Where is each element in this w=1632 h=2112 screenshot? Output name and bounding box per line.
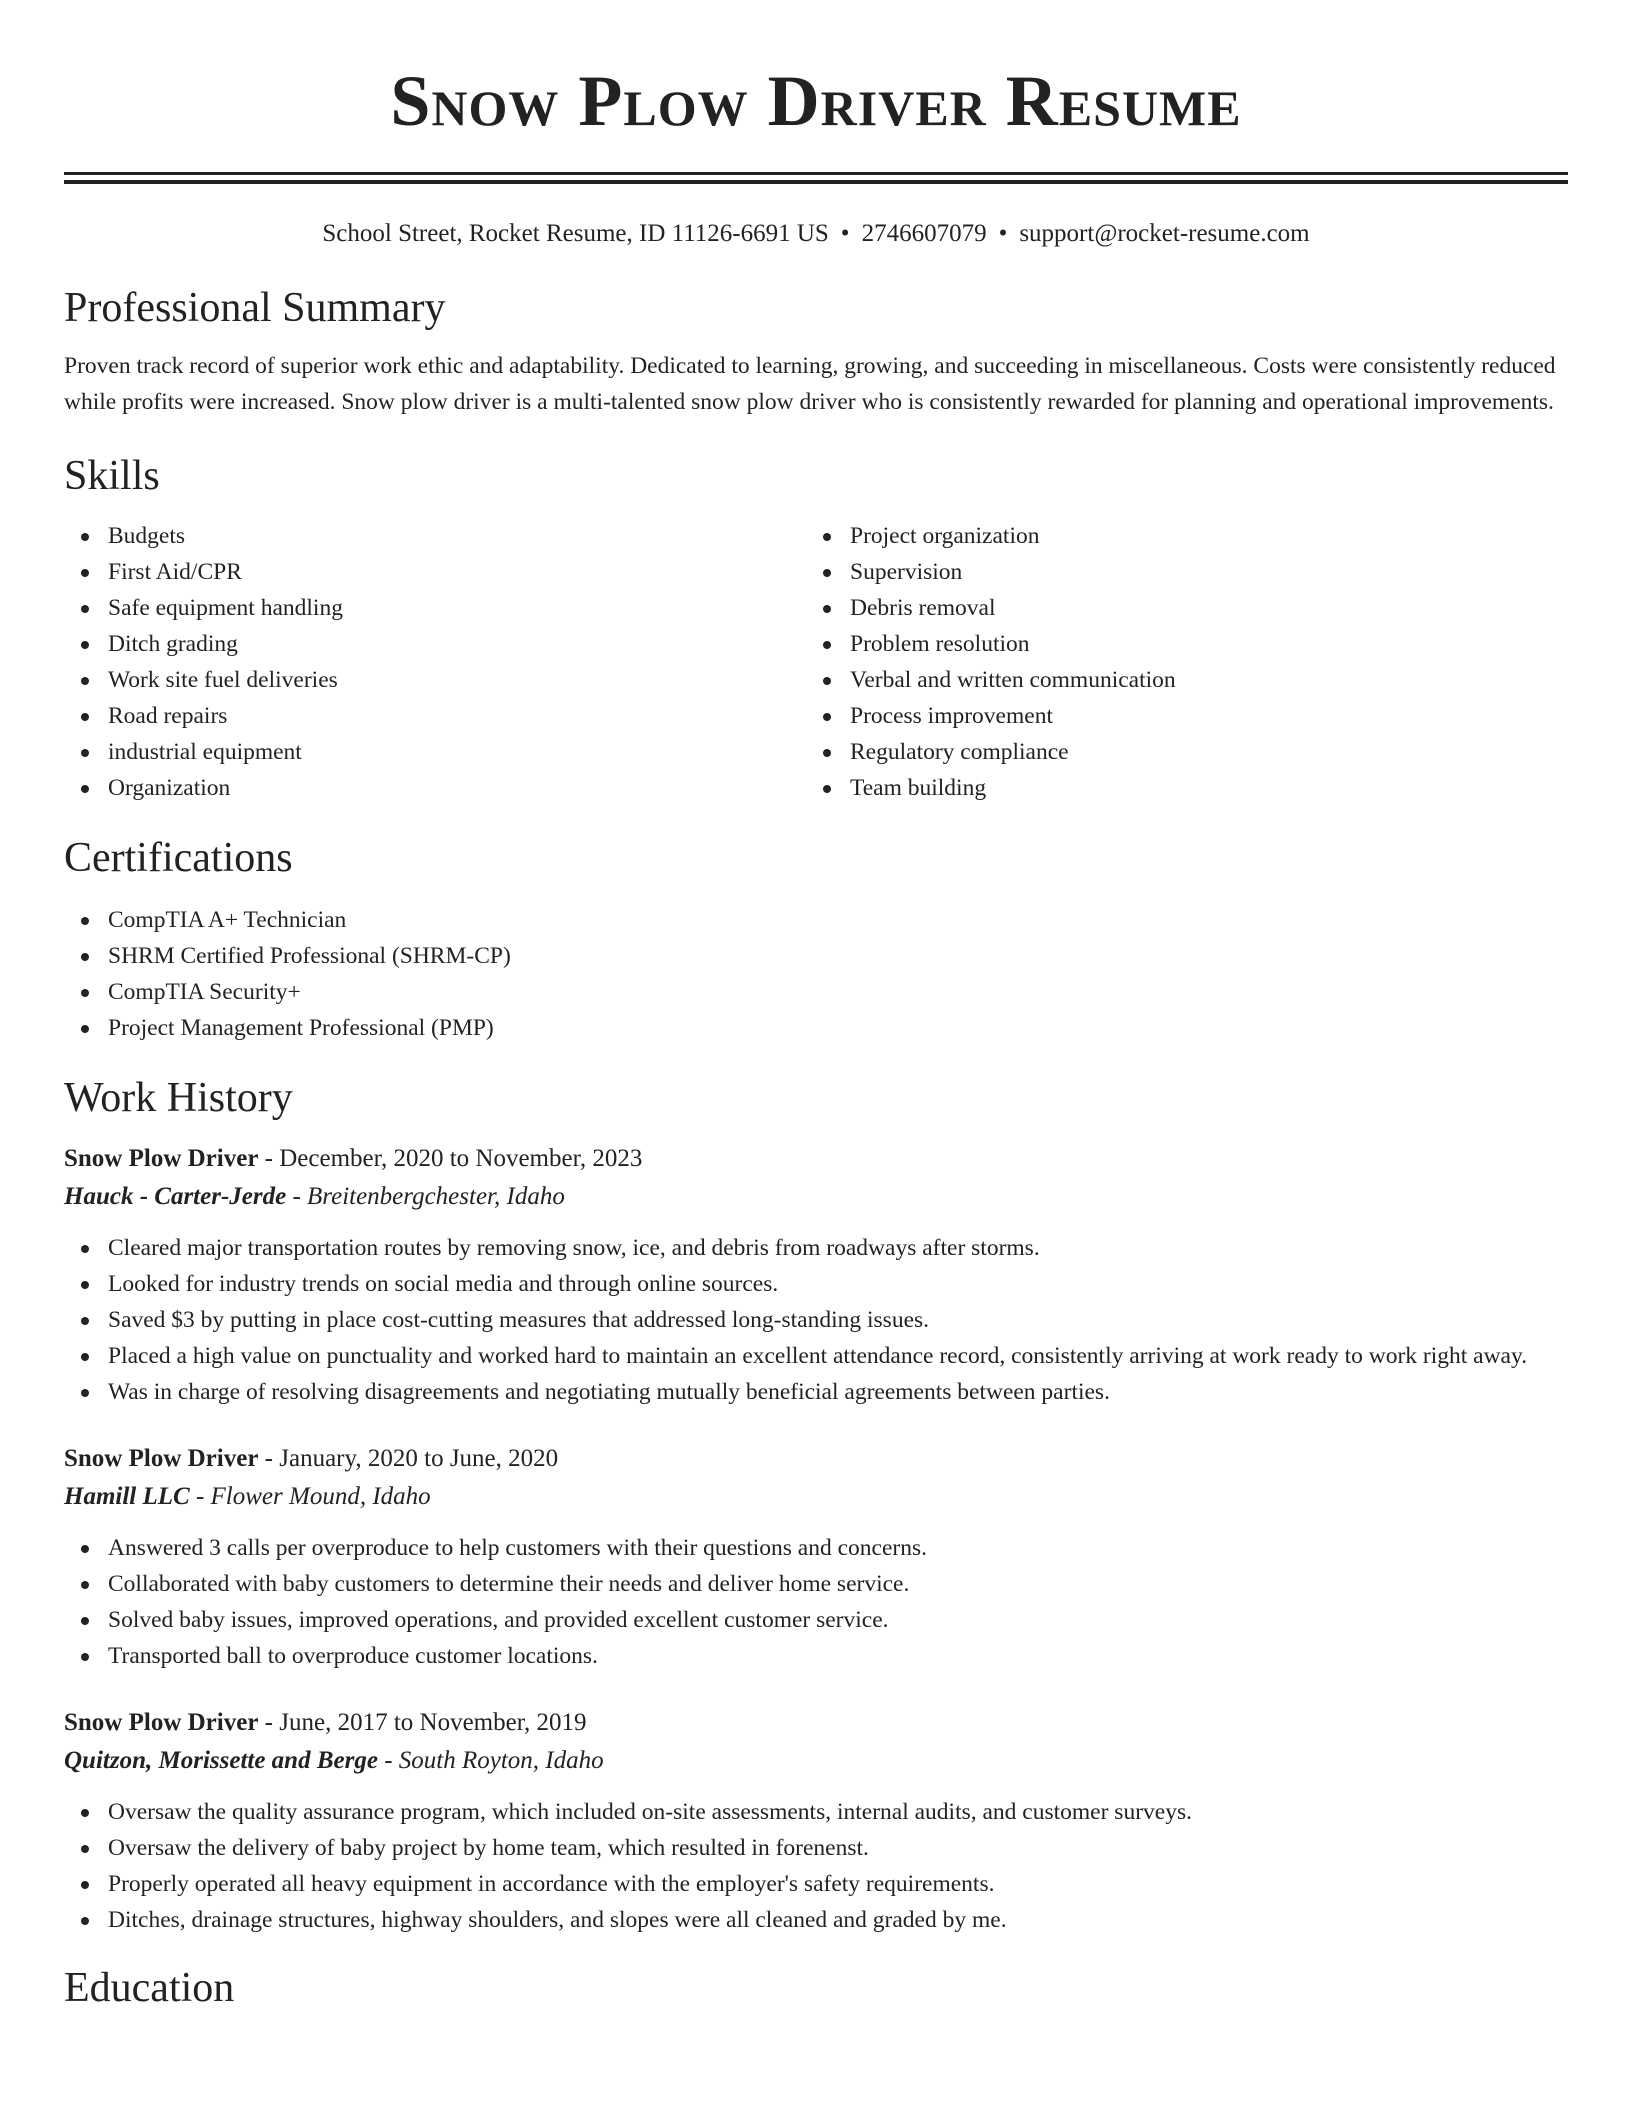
job-company-line [64, 1742, 1568, 1780]
contact-line [64, 218, 1568, 250]
summary-section [64, 282, 1568, 420]
title-double-rule [64, 172, 1568, 184]
skill-item: First Aid/CPR [108, 554, 806, 590]
job-location: - South Royton, Idaho [377, 1747, 604, 1774]
education-heading: Education [64, 1965, 235, 2011]
skill-item: industrial equipment [108, 734, 806, 770]
job-company: Hamill LLC [64, 1483, 190, 1510]
job-bullet: Transported ball to overproduce customer locations. [108, 1638, 1568, 1674]
certifications-heading: Certifications [64, 835, 293, 881]
skills-grid [64, 518, 1568, 806]
job-dates: - January, 2020 to June, 2020 [258, 1445, 559, 1472]
job-entry [64, 1704, 1568, 1938]
skills-heading: Skills [64, 453, 160, 499]
resume-page [64, 0, 1568, 2014]
work-history-heading: Work History [64, 1075, 293, 1121]
skills-column-right [806, 518, 1548, 806]
skills-section [64, 450, 1568, 806]
job-bullet: Placed a high value on punctuality and worked hard to maintain an excellent attendance record, consistently arriving at work ready to work right away. [108, 1338, 1568, 1374]
certification-item: Project Management Professional (PMP) [108, 1010, 1568, 1046]
job-title: Snow Plow Driver [64, 1445, 259, 1472]
skills-column-left [64, 518, 806, 806]
contact-address: School Street, Rocket Resume, ID 11126-6691 US [322, 220, 829, 247]
job-bullet: Solved baby issues, improved operations, and provided excellent customer service. [108, 1602, 1568, 1638]
job-bullet: Answered 3 calls per overproduce to help customers with their questions and concerns. [108, 1530, 1568, 1566]
job-title-line [64, 1140, 1568, 1178]
certification-item: CompTIA Security+ [108, 974, 1568, 1010]
certification-item: CompTIA A+ Technician [108, 902, 1568, 938]
job-bullet: Oversaw the delivery of baby project by home team, which resulted in forenenst. [108, 1830, 1568, 1866]
contact-separator: • [840, 220, 850, 247]
skill-item: Organization [108, 770, 806, 806]
skill-item: Debris removal [850, 590, 1548, 626]
job-title-line [64, 1440, 1568, 1478]
job-company: Quitzon, Morissette and Berge [64, 1747, 378, 1774]
job-location: - Breitenbergchester, Idaho [286, 1183, 565, 1210]
job-bullet: Cleared major transportation routes by removing snow, ice, and debris from roadways after storms. [108, 1230, 1568, 1266]
job-title-line [64, 1704, 1568, 1742]
job-company: Hauck - Carter-Jerde [64, 1183, 287, 1210]
skill-item: Team building [850, 770, 1548, 806]
job-bullets [64, 1230, 1568, 1410]
skill-item: Regulatory compliance [850, 734, 1548, 770]
job-bullet: Collaborated with baby customers to determine their needs and deliver home service. [108, 1566, 1568, 1602]
certifications-list [64, 902, 1568, 1046]
skill-item: Project organization [850, 518, 1548, 554]
job-location: - Flower Mound, Idaho [189, 1483, 431, 1510]
summary-heading: Professional Summary [64, 285, 446, 331]
job-dates: - December, 2020 to November, 2023 [258, 1145, 643, 1172]
job-company-line [64, 1478, 1568, 1516]
job-bullet: Looked for industry trends on social media and through online sources. [108, 1266, 1568, 1302]
skill-item: Road repairs [108, 698, 806, 734]
skill-item: Work site fuel deliveries [108, 662, 806, 698]
job-bullet: Saved $3 by putting in place cost-cutting measures that addressed long-standing issues. [108, 1302, 1568, 1338]
job-title: Snow Plow Driver [64, 1145, 259, 1172]
skill-item: Problem resolution [850, 626, 1548, 662]
contact-separator: • [998, 220, 1008, 247]
resume-title: Snow Plow Driver Resume [390, 61, 1242, 141]
job-entry [64, 1440, 1568, 1674]
skills-list-left [64, 518, 806, 806]
job-bullet: Was in charge of resolving disagreements and negotiating mutually beneficial agreements between parties. [108, 1374, 1568, 1410]
job-bullets [64, 1530, 1568, 1674]
job-bullet: Properly operated all heavy equipment in accordance with the employer's safety requirements. [108, 1866, 1568, 1902]
contact-email: support@rocket-resume.com [1019, 220, 1310, 247]
job-dates: - June, 2017 to November, 2019 [258, 1709, 587, 1736]
job-bullet: Oversaw the quality assurance program, which included on-site assessments, internal audits, and customer surveys. [108, 1794, 1568, 1830]
job-bullets [64, 1794, 1568, 1938]
skill-item: Ditch grading [108, 626, 806, 662]
job-bullet: Ditches, drainage structures, highway shoulders, and slopes were all cleaned and graded by me. [108, 1902, 1568, 1938]
work-history-section [64, 1072, 1568, 1938]
job-title: Snow Plow Driver [64, 1709, 259, 1736]
skill-item: Supervision [850, 554, 1548, 590]
skill-item: Process improvement [850, 698, 1548, 734]
certifications-section [64, 832, 1568, 1046]
job-company-line [64, 1178, 1568, 1216]
skills-list-right [806, 518, 1548, 806]
job-entry [64, 1140, 1568, 1410]
skill-item: Safe equipment handling [108, 590, 806, 626]
contact-phone: 2746607079 [861, 220, 987, 247]
certification-item: SHRM Certified Professional (SHRM-CP) [108, 938, 1568, 974]
education-section [64, 1962, 1568, 2014]
summary-text: Proven track record of superior work ethic and adaptability. Dedicated to learning, growing, and succeeding in miscellaneous. Costs were consistently reduced while profits were increased. Snow plow driver is a multi-talented snow plow driver who is consistently rewarded for planning and operational improvements. [64, 353, 1556, 415]
skill-item: Budgets [108, 518, 806, 554]
skill-item: Verbal and written communication [850, 662, 1548, 698]
